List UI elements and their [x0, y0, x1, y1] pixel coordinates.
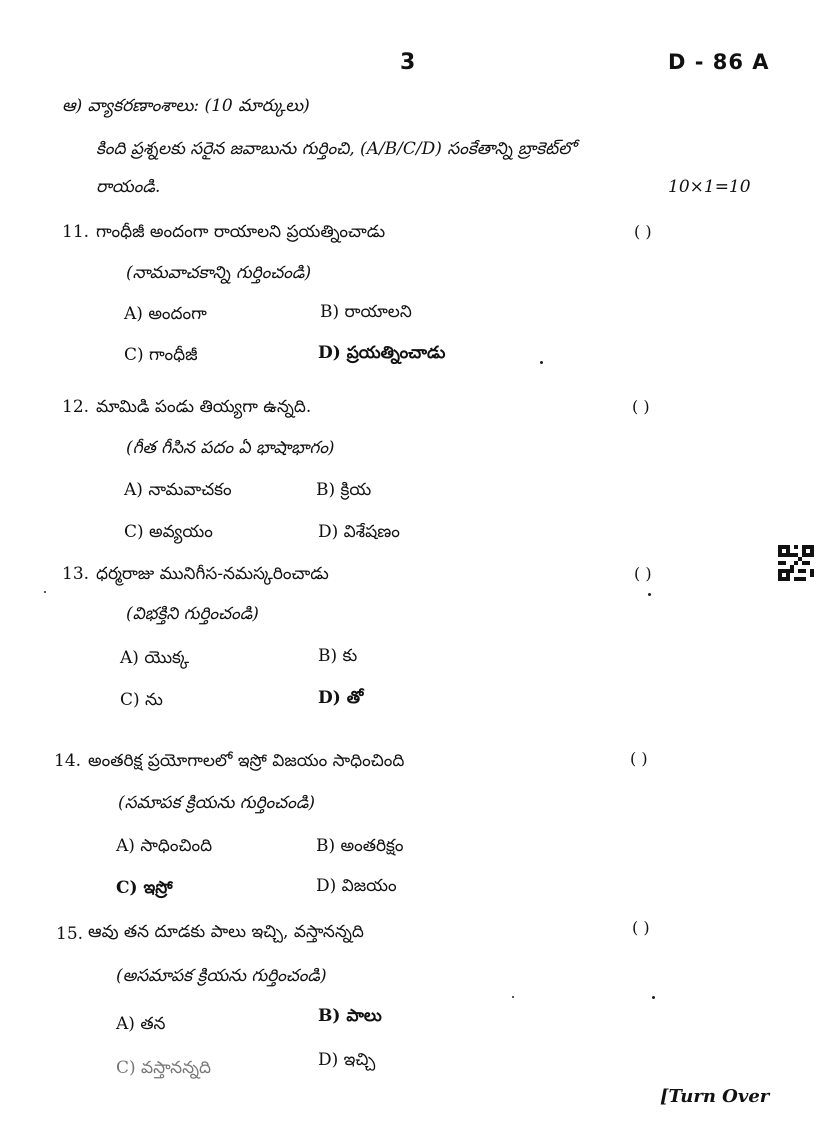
option-a: A) నామవాచకం [124, 480, 232, 500]
option-b: B) పాలు [318, 1006, 382, 1026]
scan-speck [540, 361, 543, 364]
option-d: D) ఇచ్చి [318, 1050, 376, 1070]
answer-bracket[interactable]: ( ) [630, 749, 648, 768]
option-c: C) అవ్యయం [124, 522, 213, 542]
option-d: D) తో [318, 688, 364, 708]
question-text: గాంధీజీ అందంగా రాయాలని ప్రయత్నించాడు [96, 222, 386, 242]
option-a: A) అందంగా [124, 304, 207, 324]
option-b: B) క్రియ [316, 480, 372, 500]
option-d: D) విజయం [316, 876, 397, 896]
option-d: D) విశేషణం [318, 522, 400, 542]
question-hint: (అసమాపక క్రియను గుర్తించండి) [116, 966, 327, 986]
question-number: 12. [62, 397, 90, 417]
question-text: అంతరిక్ష ప్రయోగాలలో ఇస్రో విజయం సాధించింది [88, 751, 405, 771]
scan-speck [652, 996, 655, 999]
question-text: మామిడి పండు తియ్యగా ఉన్నది. [96, 397, 312, 417]
option-b: B) కు [318, 646, 358, 666]
scan-speck [44, 591, 46, 593]
option-a: A) యొక్క [120, 648, 190, 668]
option-c: C) వస్తానన్నది [116, 1058, 212, 1078]
answer-bracket[interactable]: ( ) [632, 397, 650, 416]
answer-bracket[interactable]: ( ) [634, 222, 652, 241]
answer-bracket[interactable]: ( ) [634, 564, 652, 583]
question-text: ధర్మరాజు మునిగీస-నమస్కరించాడు [96, 564, 329, 584]
question-number: 14. [54, 751, 82, 771]
question-hint: (గీత గీసిన పదం ఏ భాషాభాగం) [126, 438, 335, 458]
section-instruction-line1: కింది ప్రశ్నలకు సరైన జవాబును గుర్తించి, (A/B/C/D) సంకేతాన్ని బ్రాకెట్‌లో [96, 139, 576, 159]
turn-over-note: [Turn Over [660, 1086, 770, 1107]
question-hint: (విభక్తిని గుర్తించండి) [126, 604, 259, 624]
paper-code: D - 86 A [668, 50, 770, 74]
option-c: C) గాంధీజీ [124, 345, 198, 365]
question-number: 15. [56, 924, 84, 944]
question-hint: (సమాపక క్రియను గుర్తించండి) [118, 793, 316, 813]
scan-speck [648, 593, 651, 596]
question-number: 11. [62, 222, 90, 242]
option-b: B) రాయాలని [320, 302, 412, 322]
section-instruction-line2: రాయండి. [96, 177, 161, 197]
option-a: A) తన [116, 1014, 166, 1034]
option-c: C) ను [120, 690, 163, 710]
section-title: ఆ) వ్యాకరణాంశాలు: (10 మార్కులు) [62, 96, 310, 116]
option-b: B) అంతరిక్షం [316, 836, 404, 856]
page-number: 3 [400, 50, 416, 75]
question-number: 13. [62, 564, 90, 584]
option-c: C) ఇస్రో [116, 878, 173, 898]
question-text: ఆవు తన దూడకు పాలు ఇచ్చి, వస్తానన్నది [88, 922, 364, 942]
qr-code-icon [778, 545, 814, 581]
option-d: D) ప్రయత్నించాడు [318, 343, 446, 363]
section-marks: 10×1=10 [668, 177, 751, 197]
answer-bracket[interactable]: ( ) [632, 918, 650, 937]
option-a: A) సాధించింది [116, 836, 213, 856]
scan-speck [512, 996, 514, 998]
question-hint: (నామవాచకాన్ని గుర్తించండి) [126, 263, 312, 283]
